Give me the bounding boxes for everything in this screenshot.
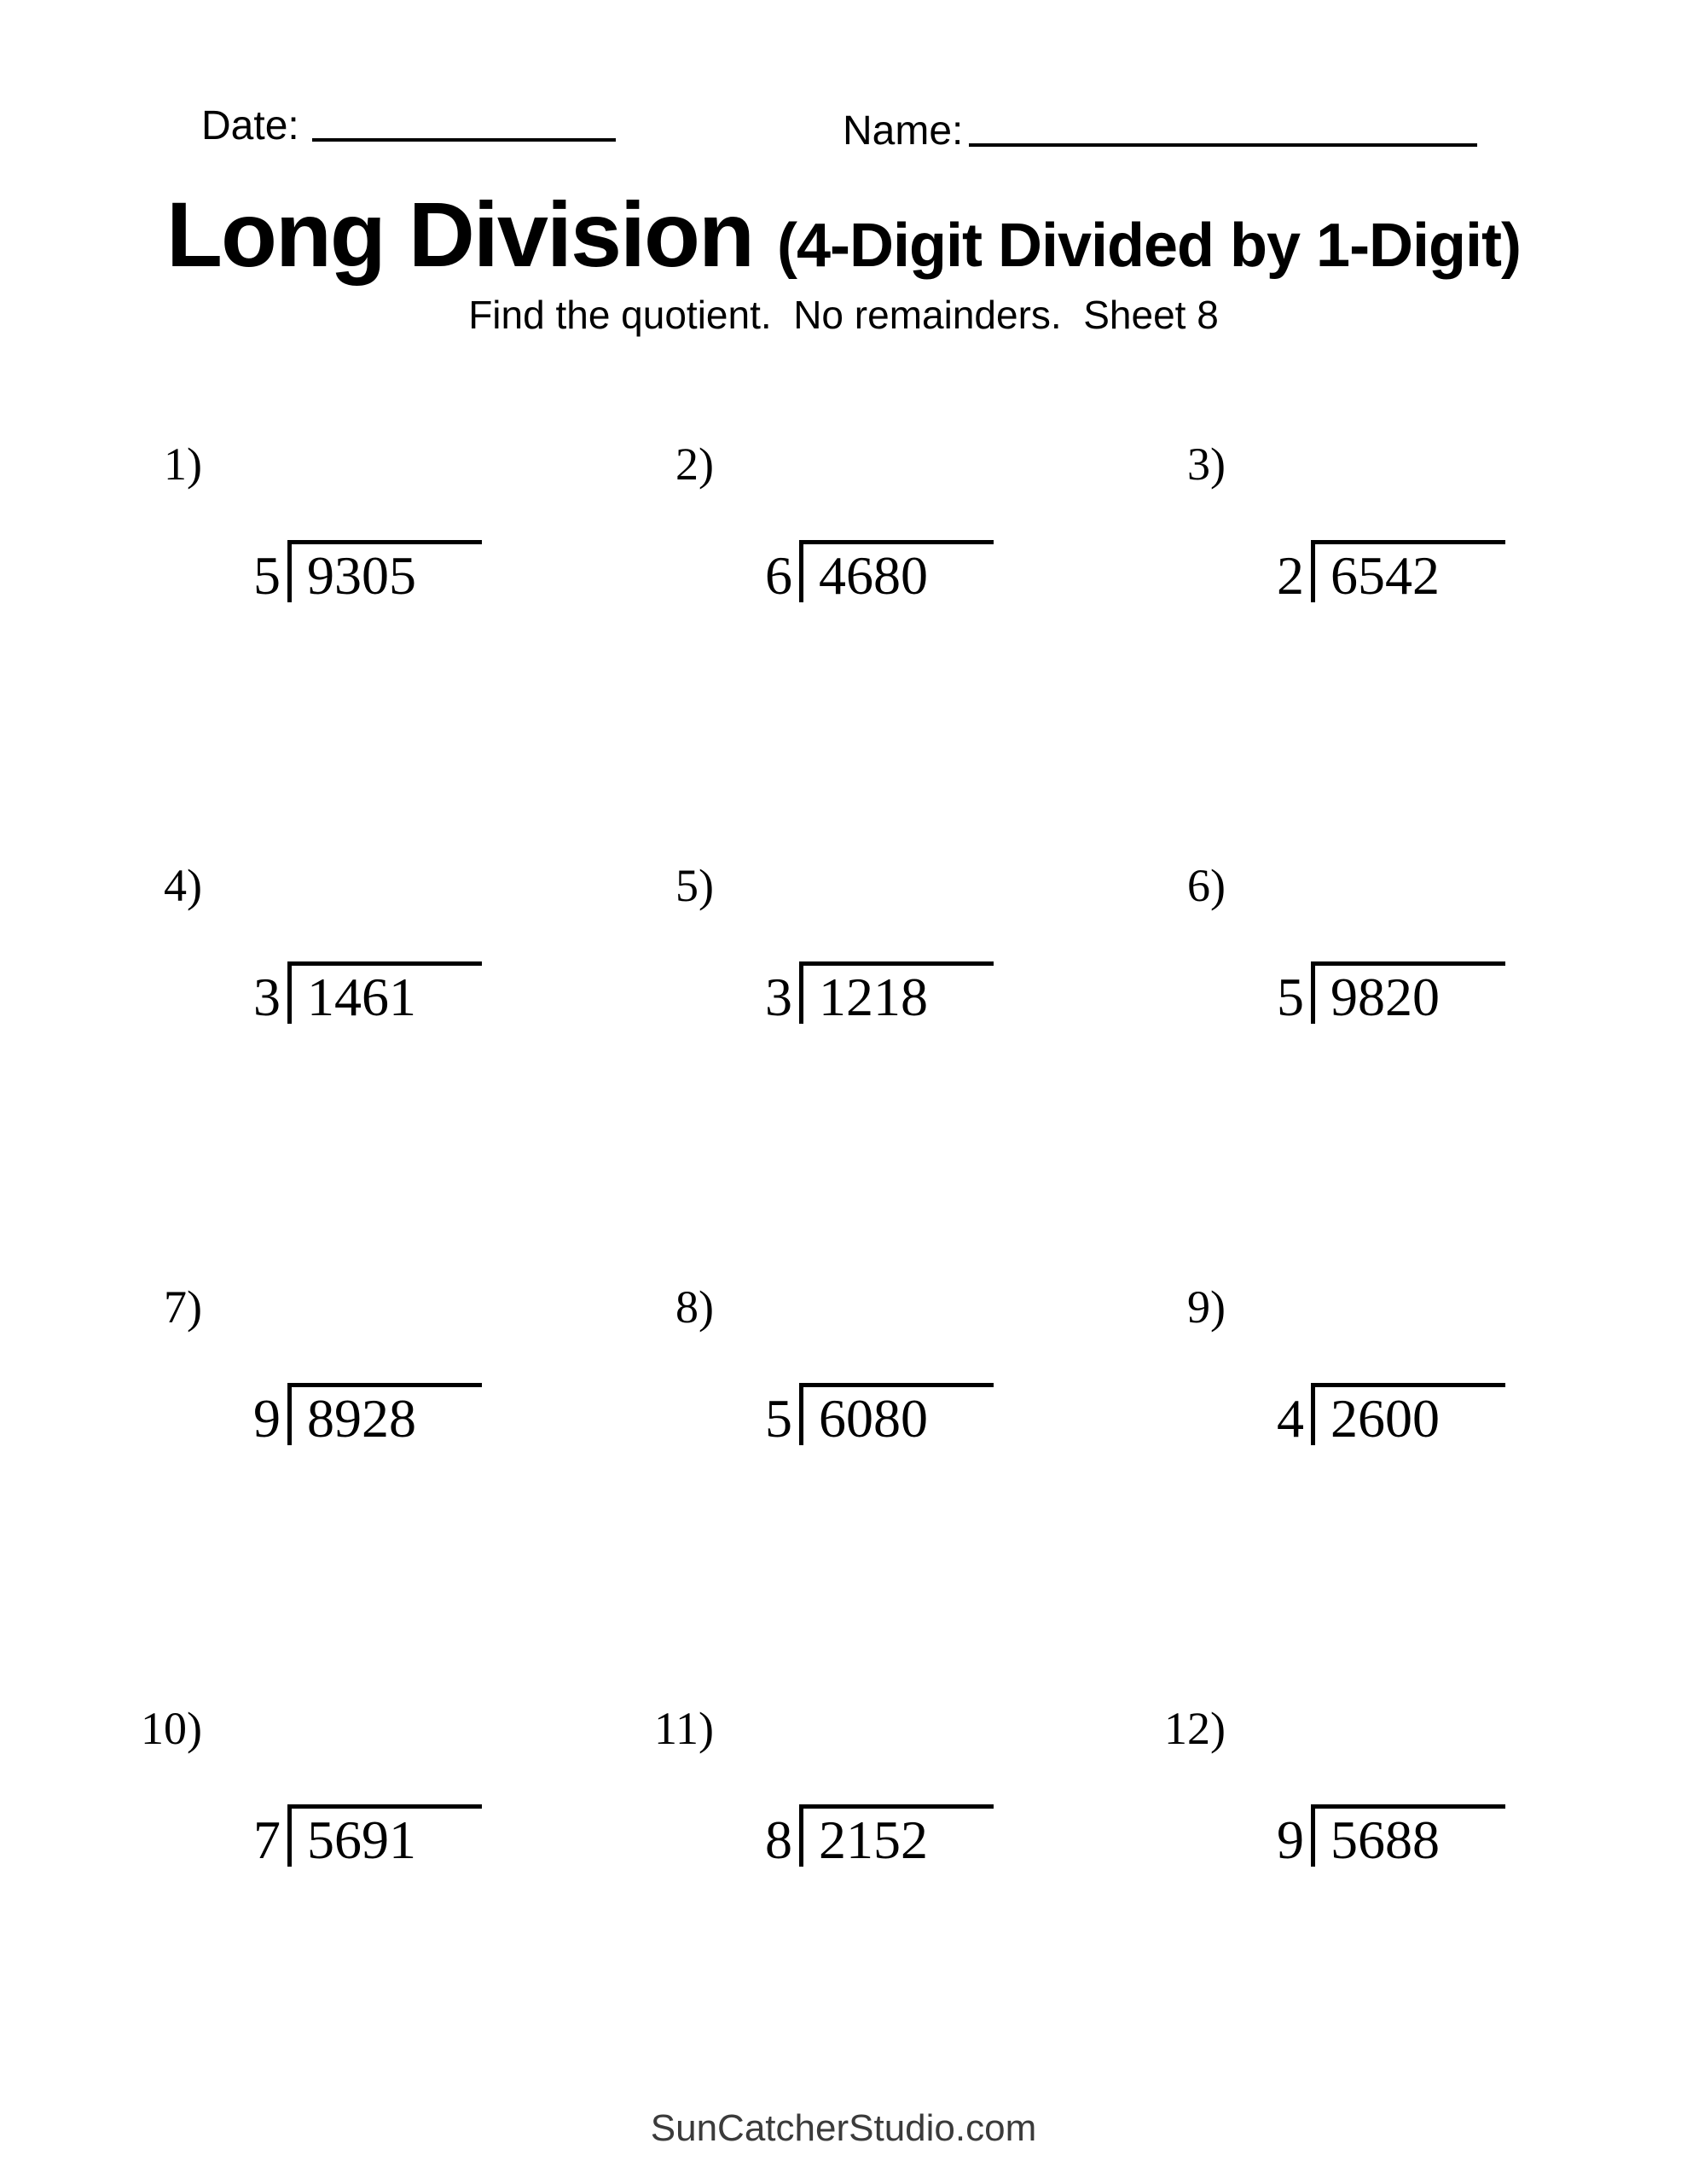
divisor: 5 xyxy=(253,545,281,606)
problem-12 xyxy=(1164,1695,1676,2117)
division-bracket xyxy=(743,540,994,606)
problem-5 xyxy=(652,852,1164,1274)
dividend: 2152 xyxy=(799,1804,994,1867)
problems-grid xyxy=(141,431,1676,2117)
problem-6 xyxy=(1164,852,1676,1274)
division-bracket xyxy=(1255,961,1505,1027)
dividend: 1218 xyxy=(799,961,994,1024)
instructions-text: Find the quotient. No remainders. Sheet 8 xyxy=(468,293,1219,337)
division-bracket xyxy=(1255,540,1505,606)
division-bracket xyxy=(743,961,994,1027)
dividend: 8928 xyxy=(287,1383,482,1445)
dividend: 5691 xyxy=(287,1804,482,1867)
divisor: 6 xyxy=(765,545,792,606)
division-bracket xyxy=(231,961,482,1027)
divisor: 8 xyxy=(765,1809,792,1870)
divisor: 9 xyxy=(253,1388,281,1449)
dividend: 6080 xyxy=(799,1383,994,1445)
problem-11 xyxy=(652,1695,1164,2117)
division-bracket xyxy=(743,1804,994,1870)
dividend: 4680 xyxy=(799,540,994,602)
divisor: 2 xyxy=(1277,545,1304,606)
problem-number: 10) xyxy=(141,1703,202,1754)
division-bracket xyxy=(1255,1383,1505,1449)
name-label: Name: xyxy=(843,108,964,154)
problem-1 xyxy=(141,431,652,852)
problem-number: 12) xyxy=(1164,1703,1226,1754)
worksheet-title xyxy=(0,181,1687,288)
footer xyxy=(0,2107,1687,2150)
divisor: 7 xyxy=(253,1809,281,1870)
division-bracket xyxy=(231,1383,482,1449)
dividend: 1461 xyxy=(287,961,482,1024)
dividend: 9305 xyxy=(287,540,482,602)
divisor: 5 xyxy=(1277,967,1304,1027)
problem-number: 2) xyxy=(675,439,714,490)
problem-number: 3) xyxy=(1187,439,1226,490)
problem-2 xyxy=(652,431,1164,852)
title-main: Long Division xyxy=(166,183,753,286)
date-blank-line xyxy=(312,138,616,142)
division-bracket xyxy=(231,1804,482,1870)
divisor: 5 xyxy=(765,1388,792,1449)
problem-number: 7) xyxy=(164,1281,202,1333)
dividend: 9820 xyxy=(1311,961,1505,1024)
problem-number: 1) xyxy=(164,439,202,490)
division-bracket xyxy=(743,1383,994,1449)
dividend: 6542 xyxy=(1311,540,1505,602)
divisor: 3 xyxy=(765,967,792,1027)
date-label: Date: xyxy=(201,103,299,148)
title-subtitle: (4-Digit Divided by 1-Digit) xyxy=(776,212,1521,280)
problem-7 xyxy=(141,1274,652,1695)
divisor: 9 xyxy=(1277,1809,1304,1870)
problem-number: 5) xyxy=(675,860,714,911)
problem-3 xyxy=(1164,431,1676,852)
problem-number: 6) xyxy=(1187,860,1226,911)
problem-number: 11) xyxy=(654,1703,714,1754)
problem-4 xyxy=(141,852,652,1274)
site-credit: SunCatcherStudio.com xyxy=(650,2107,1037,2149)
problem-number: 4) xyxy=(164,860,202,911)
problem-number: 8) xyxy=(675,1281,714,1333)
dividend: 5688 xyxy=(1311,1804,1505,1867)
divisor: 3 xyxy=(253,967,281,1027)
division-bracket xyxy=(231,540,482,606)
problem-9 xyxy=(1164,1274,1676,1695)
dividend: 2600 xyxy=(1311,1383,1505,1445)
problem-10 xyxy=(141,1695,652,2117)
division-bracket xyxy=(1255,1804,1505,1870)
divisor: 4 xyxy=(1277,1388,1304,1449)
problem-8 xyxy=(652,1274,1164,1695)
name-blank-line xyxy=(969,143,1477,147)
problem-number: 9) xyxy=(1187,1281,1226,1333)
